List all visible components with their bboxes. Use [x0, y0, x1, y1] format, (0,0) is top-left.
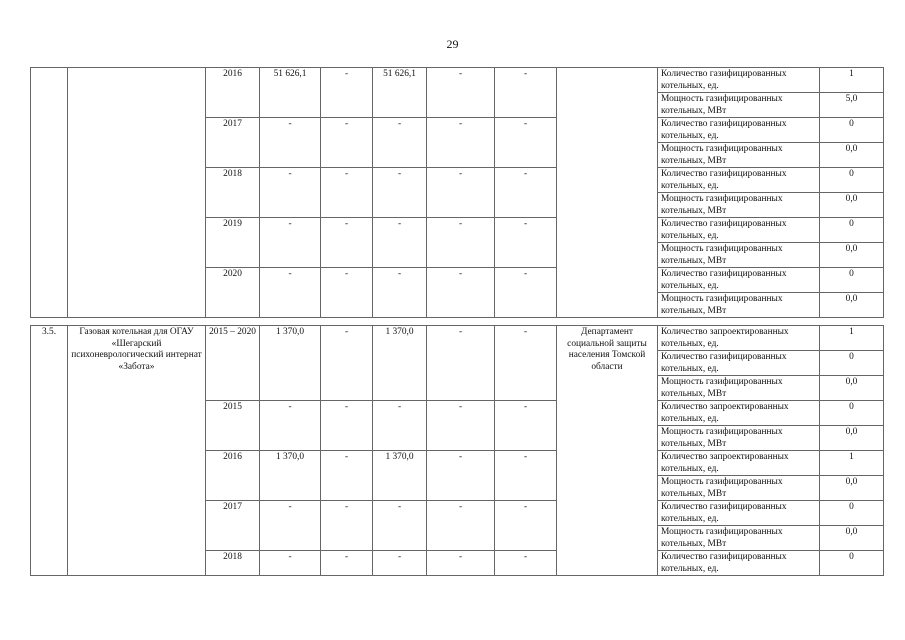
indicator-value-cell: 1 [820, 451, 884, 476]
total-funding-cell: - [260, 168, 321, 218]
indicator-value-cell: 0,0 [820, 193, 884, 218]
regional-budget-cell: - [373, 501, 427, 551]
indicator-value-cell: 0,0 [820, 426, 884, 451]
local-budget-cell: - [427, 68, 495, 118]
year-cell: 2015 – 2020 [206, 326, 260, 401]
total-funding-cell: - [260, 401, 321, 451]
other-sources-cell: - [495, 401, 557, 451]
page-number: 29 [446, 37, 459, 51]
local-budget-cell: - [427, 401, 495, 451]
total-funding-cell: - [260, 118, 321, 168]
other-sources-cell: - [495, 268, 557, 318]
table-row [31, 68, 884, 93]
local-budget-cell: - [427, 268, 495, 318]
local-budget-cell: - [427, 118, 495, 168]
local-budget-cell: - [427, 326, 495, 401]
regional-budget-cell: - [373, 218, 427, 268]
year-cell: 2016 [206, 451, 260, 501]
regional-budget-cell: - [373, 551, 427, 576]
federal-budget-cell: - [321, 326, 373, 401]
indicator-value-cell: 0,0 [820, 243, 884, 268]
year-cell: 2018 [206, 551, 260, 576]
program-activities-table [30, 67, 884, 576]
other-sources-cell: - [495, 118, 557, 168]
regional-budget-cell: 1 370,0 [373, 326, 427, 401]
activity-number-cell [31, 68, 68, 318]
indicator-label-cell: Количество газифицированных котельных, ед. [658, 68, 820, 93]
indicator-value-cell: 0,0 [820, 476, 884, 501]
other-sources-cell: - [495, 326, 557, 401]
indicator-value-cell: 0 [820, 351, 884, 376]
federal-budget-cell: - [321, 551, 373, 576]
indicator-label-cell: Мощность газифицированных котельных, МВт [658, 376, 820, 401]
year-cell: 2019 [206, 218, 260, 268]
indicator-value-cell: 1 [820, 326, 884, 351]
federal-budget-cell: - [321, 401, 373, 451]
indicator-value-cell: 0 [820, 401, 884, 426]
indicator-value-cell: 0,0 [820, 376, 884, 401]
other-sources-cell: - [495, 68, 557, 118]
indicator-label-cell: Количество запроектированных котельных, ед. [658, 326, 820, 351]
local-budget-cell: - [427, 451, 495, 501]
indicator-label-cell: Количество газифицированных котельных, ед. [658, 168, 820, 193]
total-funding-cell: 1 370,0 [260, 451, 321, 501]
activity-name-cell [68, 68, 206, 318]
executor-cell: Департамент социальной защиты населения Томской области [557, 326, 658, 576]
local-budget-cell: - [427, 168, 495, 218]
total-funding-cell: - [260, 218, 321, 268]
year-cell: 2017 [206, 501, 260, 551]
indicator-value-cell: 0 [820, 168, 884, 193]
federal-budget-cell: - [321, 168, 373, 218]
indicator-value-cell: 0 [820, 551, 884, 576]
indicator-label-cell: Мощность газифицированных котельных, МВт [658, 526, 820, 551]
indicator-value-cell: 1 [820, 68, 884, 93]
indicator-value-cell: 0 [820, 501, 884, 526]
other-sources-cell: - [495, 451, 557, 501]
federal-budget-cell: - [321, 268, 373, 318]
section-divider [31, 318, 884, 326]
federal-budget-cell: - [321, 451, 373, 501]
indicator-label-cell: Количество газифицированных котельных, ед. [658, 551, 820, 576]
activity-number-cell: 3.5. [31, 326, 68, 576]
regional-budget-cell: 51 626,1 [373, 68, 427, 118]
total-funding-cell: 1 370,0 [260, 326, 321, 401]
federal-budget-cell: - [321, 118, 373, 168]
section-gap [31, 318, 884, 326]
year-cell: 2017 [206, 118, 260, 168]
indicator-label-cell: Количество газифицированных котельных, ед. [658, 118, 820, 143]
regional-budget-cell: - [373, 268, 427, 318]
total-funding-cell: - [260, 501, 321, 551]
executor-cell [557, 68, 658, 318]
indicator-label-cell: Мощность газифицированных котельных, МВт [658, 426, 820, 451]
federal-budget-cell: - [321, 218, 373, 268]
total-funding-cell: 51 626,1 [260, 68, 321, 118]
year-cell: 2016 [206, 68, 260, 118]
regional-budget-cell: 1 370,0 [373, 451, 427, 501]
table-row [31, 326, 884, 351]
indicator-label-cell: Количество запроектированных котельных, ед. [658, 401, 820, 426]
indicator-label-cell: Мощность газифицированных котельных, МВт [658, 243, 820, 268]
regional-budget-cell: - [373, 118, 427, 168]
other-sources-cell: - [495, 551, 557, 576]
regional-budget-cell: - [373, 401, 427, 451]
indicator-label-cell: Количество газифицированных котельных, ед. [658, 351, 820, 376]
indicator-value-cell: 0,0 [820, 526, 884, 551]
federal-budget-cell: - [321, 68, 373, 118]
local-budget-cell: - [427, 218, 495, 268]
total-funding-cell: - [260, 268, 321, 318]
indicator-label-cell: Мощность газифицированных котельных, МВт [658, 476, 820, 501]
indicator-label-cell: Мощность газифицированных котельных, МВт [658, 193, 820, 218]
federal-budget-cell: - [321, 501, 373, 551]
indicator-value-cell: 0 [820, 268, 884, 293]
indicator-value-cell: 0 [820, 118, 884, 143]
indicator-label-cell: Количество газифицированных котельных, ед. [658, 268, 820, 293]
year-cell: 2018 [206, 168, 260, 218]
indicator-label-cell: Мощность газифицированных котельных, МВт [658, 143, 820, 168]
indicator-value-cell: 0 [820, 218, 884, 243]
other-sources-cell: - [495, 218, 557, 268]
other-sources-cell: - [495, 501, 557, 551]
local-budget-cell: - [427, 501, 495, 551]
total-funding-cell: - [260, 551, 321, 576]
activity-name-cell: Газовая котельная для ОГАУ «Шегарский психоневрологический интернат «Забота» [68, 326, 206, 576]
indicator-value-cell: 0,0 [820, 293, 884, 318]
indicator-label-cell: Количество запроектированных котельных, ед. [658, 451, 820, 476]
indicator-value-cell: 5,0 [820, 93, 884, 118]
year-cell: 2020 [206, 268, 260, 318]
regional-budget-cell: - [373, 168, 427, 218]
local-budget-cell: - [427, 551, 495, 576]
indicator-label-cell: Количество газифицированных котельных, ед. [658, 501, 820, 526]
indicator-label-cell: Мощность газифицированных котельных, МВт [658, 293, 820, 318]
indicator-label-cell: Мощность газифицированных котельных, МВт [658, 93, 820, 118]
indicator-value-cell: 0,0 [820, 143, 884, 168]
indicator-label-cell: Количество газифицированных котельных, ед. [658, 218, 820, 243]
other-sources-cell: - [495, 168, 557, 218]
year-cell: 2015 [206, 401, 260, 451]
